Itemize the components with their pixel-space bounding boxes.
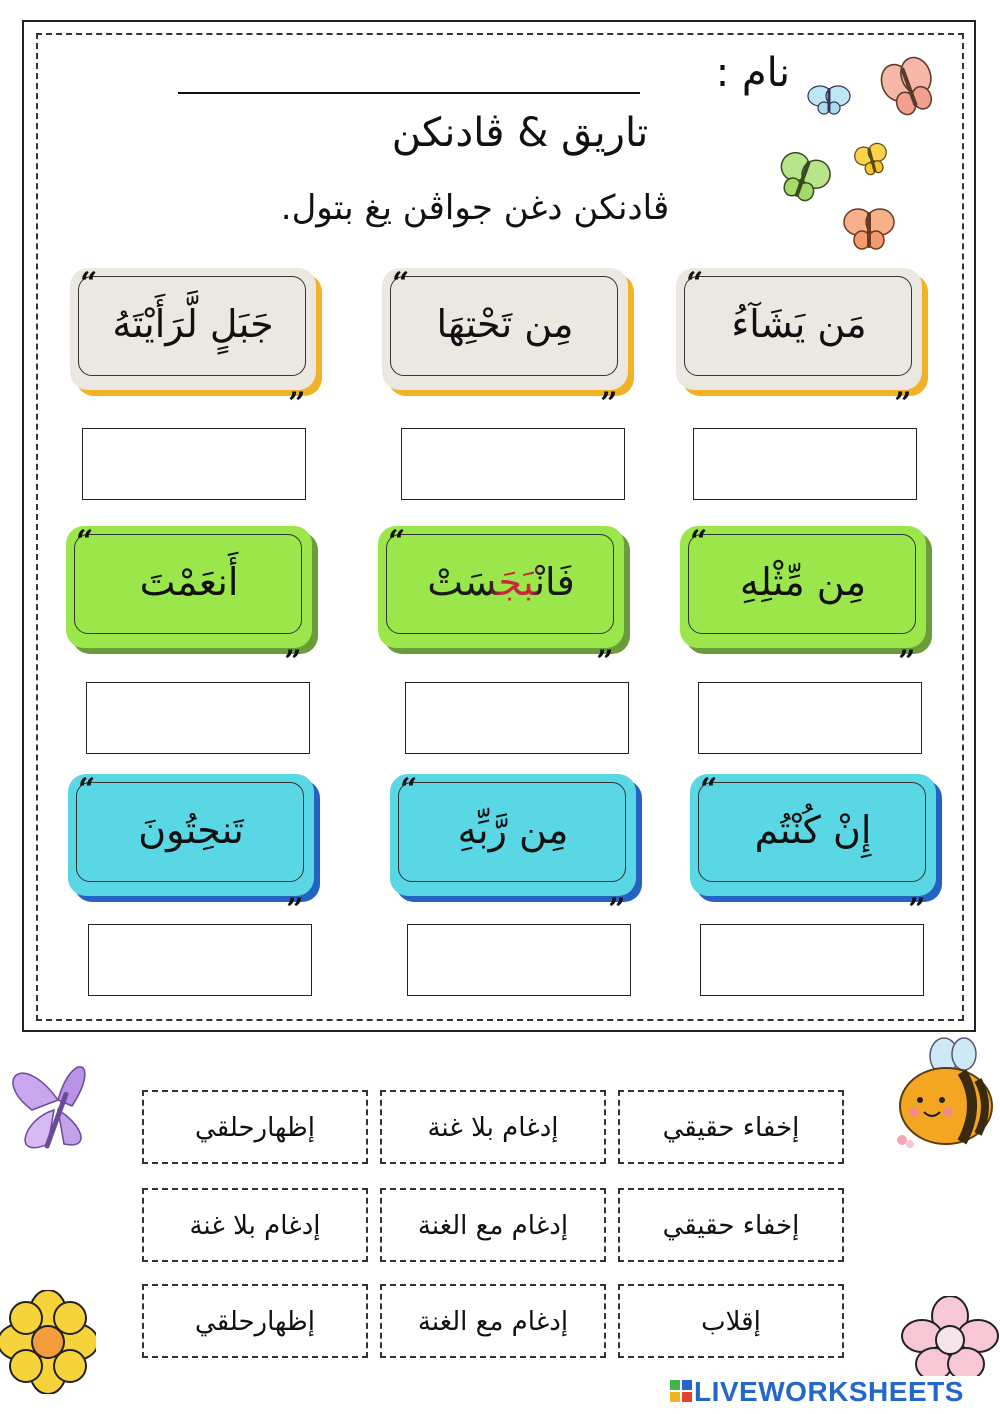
quote-close: „ bbox=[596, 627, 614, 662]
answer-drop-box[interactable] bbox=[700, 924, 924, 996]
answer-drop-box[interactable] bbox=[88, 924, 312, 996]
card-word: مَن يَشَآءُ bbox=[731, 302, 867, 346]
choice-tile[interactable]: إدغام مع الغنة bbox=[380, 1188, 606, 1262]
quote-open: “ bbox=[686, 266, 704, 301]
choice-tile[interactable]: إظهارحلقي bbox=[142, 1090, 368, 1164]
choice-tile[interactable]: إخفاء حقيقي bbox=[618, 1188, 844, 1262]
liveworksheets-logo-icon bbox=[670, 1380, 692, 1402]
word-card bbox=[378, 524, 624, 662]
card-word: إِنْ كُنْتُم bbox=[754, 808, 872, 852]
choice-tile[interactable]: إدغام مع الغنة bbox=[380, 1284, 606, 1358]
word-card bbox=[382, 266, 628, 404]
choice-tile[interactable]: إظهارحلقي bbox=[142, 1284, 368, 1358]
flower-icon bbox=[900, 1296, 1000, 1376]
quote-close: „ bbox=[898, 627, 916, 662]
choice-tile[interactable]: إقلاب bbox=[618, 1284, 844, 1358]
answer-drop-box[interactable] bbox=[82, 428, 306, 500]
word-card bbox=[68, 772, 314, 910]
word-card bbox=[390, 772, 636, 910]
card-word: مِن رَّبِّهِ bbox=[457, 808, 569, 852]
quote-close: „ bbox=[286, 875, 304, 910]
quote-open: “ bbox=[80, 266, 98, 301]
card-word: جَبَلٍ لَّرَأَيْتَهُ bbox=[112, 302, 274, 346]
word-card bbox=[676, 266, 922, 404]
butterfly-icon bbox=[842, 206, 896, 252]
quote-close: „ bbox=[608, 875, 626, 910]
card-word: فَانْبَجَسَتْ bbox=[378, 560, 624, 604]
quote-close: „ bbox=[908, 875, 926, 910]
quote-open: “ bbox=[690, 524, 708, 559]
card-word: مِن مِّثْلِهِ bbox=[739, 560, 867, 604]
name-label: نام : bbox=[715, 50, 790, 96]
card-word: تَنحِتُونَ bbox=[138, 808, 244, 852]
choice-tile[interactable]: إخفاء حقيقي bbox=[618, 1090, 844, 1164]
instruction: ڤادنكن دغن جواڤن يغ بتول. bbox=[280, 188, 670, 228]
word-card bbox=[680, 524, 926, 662]
butterfly-icon bbox=[2, 1040, 106, 1166]
answer-drop-box[interactable] bbox=[693, 428, 917, 500]
quote-open: “ bbox=[700, 772, 718, 807]
quote-open: “ bbox=[400, 772, 418, 807]
answer-drop-box[interactable] bbox=[698, 682, 922, 754]
butterfly-icon bbox=[854, 142, 890, 178]
quote-close: „ bbox=[288, 369, 306, 404]
answer-drop-box[interactable] bbox=[86, 682, 310, 754]
butterfly-icon bbox=[774, 152, 832, 204]
card-word: مِن تَحْتِهَا bbox=[436, 302, 574, 346]
word-card bbox=[690, 772, 936, 910]
card-word: أَنعَمْتَ bbox=[139, 560, 239, 604]
quote-close: „ bbox=[894, 369, 912, 404]
quote-close: „ bbox=[600, 369, 618, 404]
name-line[interactable] bbox=[178, 92, 640, 94]
answer-drop-box[interactable] bbox=[405, 682, 629, 754]
brand-logo: LIVEWORKSHEETS bbox=[694, 1376, 964, 1407]
flower-icon bbox=[0, 1290, 96, 1394]
word-card bbox=[70, 266, 316, 404]
quote-open: “ bbox=[392, 266, 410, 301]
quote-open: “ bbox=[78, 772, 96, 807]
page-title: تاريق & ڤادنكن bbox=[391, 110, 649, 156]
choice-tile[interactable]: إدغام بلا غنة bbox=[142, 1188, 368, 1262]
answer-drop-box[interactable] bbox=[407, 924, 631, 996]
quote-open: “ bbox=[76, 524, 94, 559]
bee-icon bbox=[892, 1034, 1000, 1154]
butterfly-icon bbox=[806, 82, 852, 116]
quote-open: “ bbox=[388, 524, 406, 559]
butterfly-icon bbox=[878, 56, 940, 118]
answer-drop-box[interactable] bbox=[401, 428, 625, 500]
quote-close: „ bbox=[284, 627, 302, 662]
choice-tile[interactable]: إدغام بلا غنة bbox=[380, 1090, 606, 1164]
word-card bbox=[66, 524, 312, 662]
